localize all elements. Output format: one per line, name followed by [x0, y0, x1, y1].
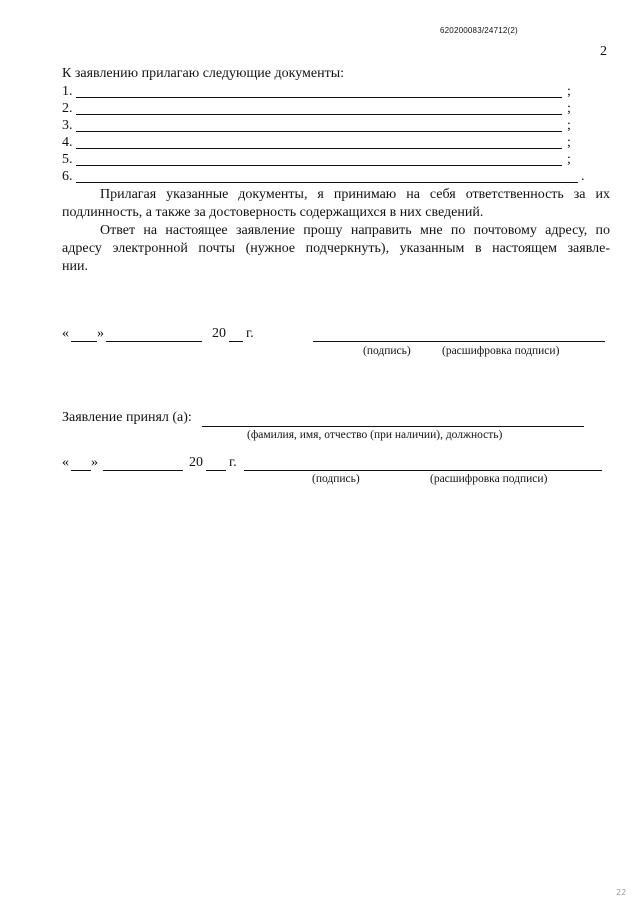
accepted-date-year-suffix: г.	[229, 455, 237, 470]
accepted-signature-line[interactable]	[244, 470, 602, 471]
attachment-terminator: ;	[567, 101, 571, 116]
response-paragraph-line-2: адресу электронной почты (нужное подчеркнуть), указанным в настоящем заявле-	[62, 241, 610, 256]
attachment-number: 6.	[62, 169, 73, 184]
document-reference-number: 620200083/24712(2)	[440, 26, 518, 35]
signature-decoding-caption: (расшифровка подписи)	[442, 345, 560, 357]
attachment-terminator: ;	[567, 152, 571, 167]
date-quote-open: «	[62, 326, 69, 341]
corner-mark: 22	[616, 888, 627, 897]
date-year-line[interactable]	[229, 341, 243, 342]
attachment-number: 2.	[62, 101, 73, 116]
attachment-line-5[interactable]	[76, 165, 562, 166]
attachment-terminator: ;	[567, 118, 571, 133]
accepted-by-name-line[interactable]	[202, 426, 584, 427]
signature-caption: (подпись)	[363, 345, 411, 357]
date-year-suffix: г.	[246, 326, 254, 341]
attachment-terminator: ;	[567, 84, 571, 99]
attachment-number: 4.	[62, 135, 73, 150]
attachment-number: 3.	[62, 118, 73, 133]
accepted-by-label: Заявление принял (а):	[62, 410, 192, 425]
date-quote-close: »	[97, 326, 104, 341]
attachment-number: 1.	[62, 84, 73, 99]
applicant-signature-line[interactable]	[313, 341, 605, 342]
accepted-by-caption: (фамилия, имя, отчество (при наличии), должность)	[247, 429, 503, 441]
attachment-line-3[interactable]	[76, 131, 562, 132]
accepted-date-quote-open: «	[62, 455, 69, 470]
responsibility-paragraph-line-2: подлинность, а также за достоверность содержащихся в них сведений.	[62, 205, 484, 220]
response-paragraph-line-3: нии.	[62, 259, 88, 274]
attachment-number: 5.	[62, 152, 73, 167]
date-day-line[interactable]	[71, 341, 97, 342]
accepted-date-year-prefix: 20	[189, 455, 203, 470]
accepted-signature-caption: (подпись)	[312, 473, 360, 485]
date-year-prefix: 20	[212, 326, 226, 341]
accepted-date-year-line[interactable]	[206, 470, 226, 471]
accepted-date-day-line[interactable]	[71, 470, 91, 471]
attachment-line-6[interactable]	[76, 182, 578, 183]
accepted-date-month-line[interactable]	[103, 470, 183, 471]
accepted-date-quote-close: »	[91, 455, 98, 470]
attachment-terminator: ;	[567, 135, 571, 150]
date-month-line[interactable]	[106, 341, 202, 342]
attachments-title: К заявлению прилагаю следующие документы:	[62, 66, 345, 81]
attachment-line-2[interactable]	[76, 114, 562, 115]
response-paragraph-line-1: Ответ на настоящее заявление прошу направить мне по почтовому адресу, по	[100, 223, 610, 238]
attachment-terminator: .	[581, 169, 585, 184]
responsibility-paragraph-line-1: Прилагая указанные документы, я принимаю на себя ответственность за их	[100, 187, 610, 202]
accepted-signature-decoding-caption: (расшифровка подписи)	[430, 473, 548, 485]
page-number: 2	[600, 44, 607, 59]
attachment-line-4[interactable]	[76, 148, 562, 149]
attachment-line-1[interactable]	[76, 97, 562, 98]
